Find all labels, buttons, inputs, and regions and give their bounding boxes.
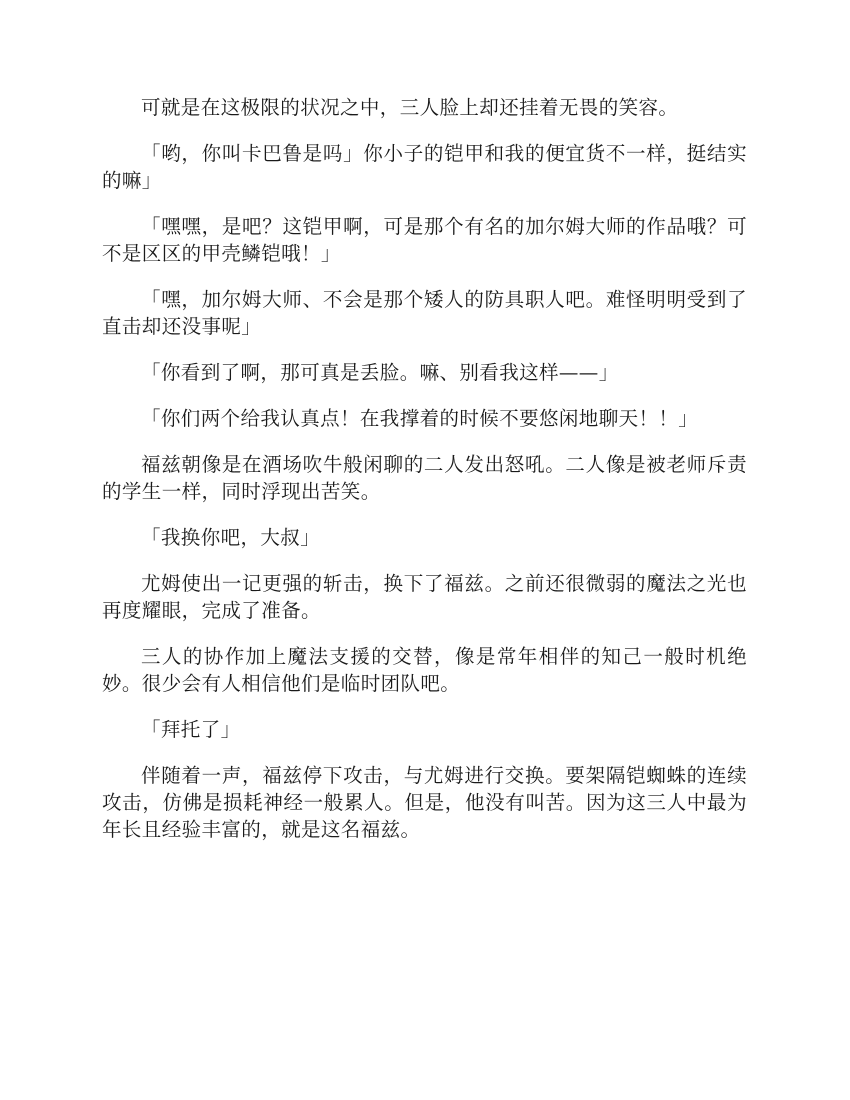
paragraph-11: 「拜托了」 [141, 718, 241, 741]
paragraph-8: 「我换你吧，大叔」 [141, 526, 321, 549]
paragraph-9: 尤姆使出一记更强的斩击，换下了福兹。之前还很微弱的魔法之光也再度耀眼，完成了准备。 [102, 572, 747, 622]
paragraph-7: 福兹朝像是在酒场吹牛般闲聊的二人发出怒吼。二人像是被老师斥责的学生一样，同时浮现出苦笑。 [102, 453, 747, 503]
paragraph-10: 三人的协作加上魔法支援的交替，像是常年相伴的知己一般时机绝妙。很少会有人相信他们是临时团队吧。 [102, 645, 747, 695]
paragraph-12: 伴随着一声，福兹停下攻击，与尤姆进行交换。要架隔铠蜘蛛的连续攻击，仿佛是损耗神经一般累人。但是，他没有叫苦。因为这三人中最为年长且经验丰富的，就是这名福兹。 [102, 764, 747, 841]
paragraph-4: 「嘿，加尔姆大师、不会是那个矮人的防具职人吧。难怪明明受到了直击却还没事呢」 [102, 288, 747, 338]
document-page [102, 94, 747, 862]
paragraph-2: 「哟，你叫卡巴鲁是吗」你小子的铠甲和我的便宜货不一样，挺结实的嘛」 [102, 142, 747, 192]
paragraph-1: 可就是在这极限的状况之中，三人脸上却还挂着无畏的笑容。 [141, 96, 679, 119]
paragraph-6: 「你们两个给我认真点！在我撑着的时候不要悠闲地聊天！！」 [141, 407, 699, 430]
paragraph-3: 「嘿嘿，是吧？这铠甲啊，可是那个有名的加尔姆大师的作品哦？可不是区区的甲壳鳞铠哦！」 [102, 215, 747, 265]
paragraph-5: 「你看到了啊，那可真是丢脸。嘛、别看我这样——」 [141, 361, 619, 384]
